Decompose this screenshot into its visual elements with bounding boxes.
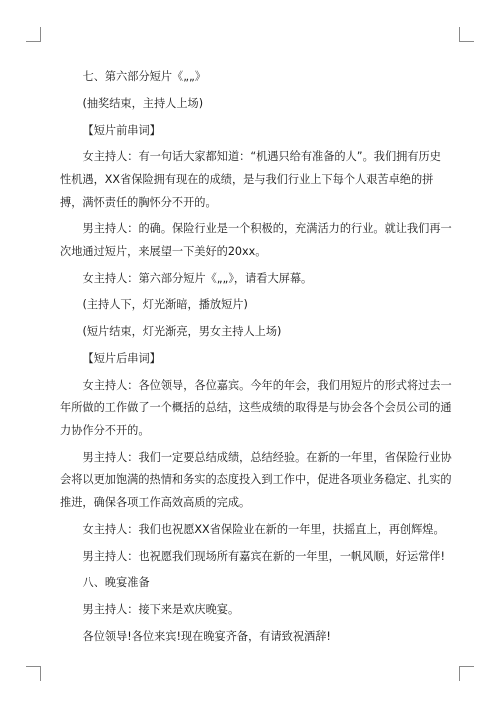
section-heading-banquet: 八、晚宴准备 [82, 576, 150, 590]
section-heading-short-film: 七、第六部分短片《„„》 [82, 70, 206, 83]
male-host-line-4: 男主持人：接下来是欢庆晚宴。 [82, 603, 240, 617]
male-host-line-2: 男主持人：我们一定要总结成绩，总结经验。在新的一年里，省保险行业协会将以更加饱满的热情和务实的态度投入到工作中，促进各项业务稳定、扎实的推进，确保各项工作高效高质的完成。 [60, 450, 452, 509]
crop-mark-bottom-left [26, 666, 41, 681]
subheading-pre-film-lines: 【短片前串词】 [82, 123, 161, 137]
male-host-line-3: 男主持人：也祝愿我们现场所有嘉宾在新的一年里，一帆风顺，好运常伴! [82, 549, 445, 563]
stage-direction-lights-up: (短片结束，灯光渐亮，男女主持人上场) [82, 325, 282, 339]
closing-line: 各位领导!各位来宾!现在晚宴齐备，有请致祝酒辞! [82, 629, 331, 643]
female-host-line-4: 女主持人：我们也祝愿XX省保险业在新的一年里，扶摇直上，再创辉煌。 [82, 522, 445, 536]
document-body [60, 66, 452, 653]
crop-mark-top-right [459, 27, 474, 42]
crop-mark-top-left [26, 27, 41, 42]
crop-mark-bottom-right [459, 666, 474, 681]
male-host-line-1: 男主持人：的确。保险行业是一个积极的，充满活力的行业。就让我们再一次地通过短片，来展望一下美好的20xx。 [60, 222, 452, 258]
stage-direction-lights-dim: (主持人下，灯光渐暗，播放短片) [82, 298, 248, 312]
female-host-line-2: 女主持人：第六部分短片《„„》，请看大屏幕。 [82, 271, 313, 285]
female-host-line-3: 女主持人：各位领导，各位嘉宾。今年的年会，我们用短片的形式将过去一年所做的工作做了一个概括的总结，这些成绩的取得是与协会各个会员公司的通力协作分不开的。 [60, 378, 452, 437]
stage-direction-lottery-end: (抽奖结束，主持人上场) [82, 96, 204, 110]
subheading-post-film-lines: 【短片后串词】 [82, 352, 161, 366]
female-host-line-1: 女主持人：有一句话大家都知道：“机遇只给有准备的人”。我们拥有历史性机遇，XX省保险拥有现在的成绩，是与我们行业上下每个人艰苦卓绝的拼搏，满怀责任的胸怀分不开的。 [60, 150, 441, 209]
